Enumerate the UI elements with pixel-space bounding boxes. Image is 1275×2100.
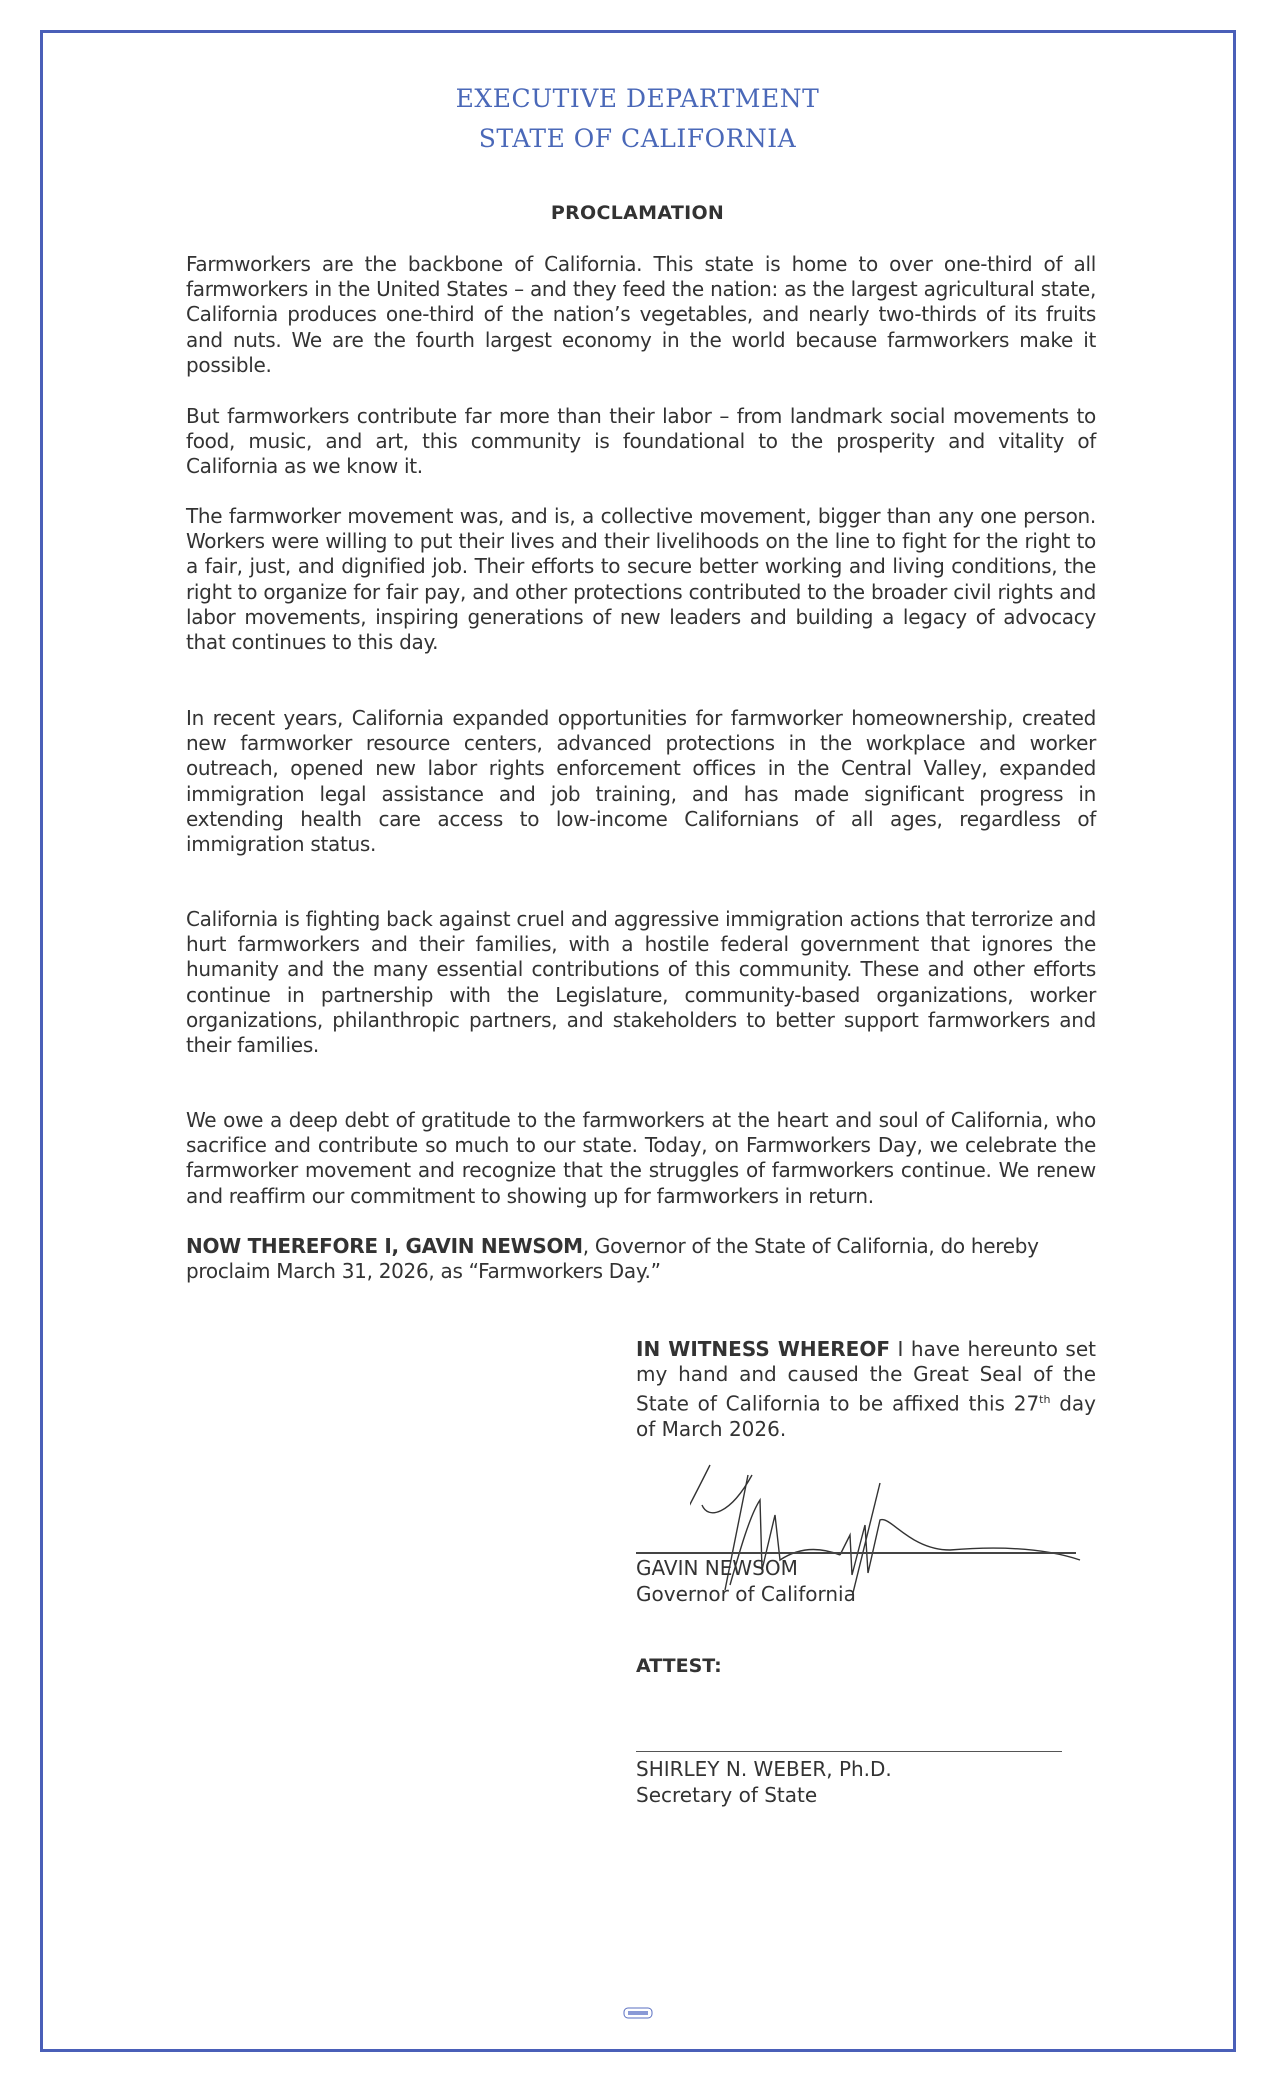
attest-signature-line	[636, 1751, 1062, 1752]
governor-title: Governor of California	[636, 1582, 856, 1606]
paragraph-3: The farmworker movement was, and is, a collective movement, bigger than any one person. Workers were willing to put their lives and their livelihoods on the line to fight for the right to a fair, just, and dignified job. Their efforts to secure better working and living conditions, the right to organize for fair pay, and other protections contributed to the broader civil rights and labor movements, inspiring generations of new leaders and building a legacy of advocacy that continues to this day.	[186, 504, 1096, 655]
governor-name: GAVIN NEWSOM	[636, 1556, 798, 1580]
paragraph-6: We owe a deep debt of gratitude to the farmworkers at the heart and soul of California, who sacrifice and contribute so much to our state. Today, on Farmworkers Day, we celebrate the farmworker movement and recognize that the struggles of farmworkers continue. We renew and reaffirm our commitment to showing up for farmworkers in return.	[186, 1108, 1096, 1208]
secretary-name: SHIRLEY N. WEBER, Ph.D.	[636, 1757, 892, 1781]
paragraph-4: In recent years, California expanded opportunities for farmworker homeownership, created new farmworker resource centers, advanced protections in the workplace and worker outreach, opened new labor rights enforcement offices in the Central Valley, expanded immigration legal assistance and job training, and has made significant progress in extending health care access to low-income Californians of all ages, regardless of immigration status.	[186, 706, 1096, 857]
paragraph-5: California is fighting back against cruel and aggressive immigration actions that terrorize and hurt farmworkers and their families, with a hostile federal government that ignores the humanity and the many essential contributions of this community. These and other efforts continue in partnership with the Legislature, community-based organizations, worker organizations, philanthropic partners, and stakeholders to better support farmworkers and their families.	[186, 907, 1096, 1058]
state-heading: STATE OF CALIFORNIA	[478, 124, 797, 153]
governor-signature-line	[636, 1552, 1076, 1554]
proclamation-statement	[186, 1234, 1096, 1284]
union-label-icon	[623, 2005, 653, 2021]
witness-statement: IN WITNESS WHEREOF I have hereunto set my hand and caused the Great Seal of the State of California to be affixed this 27th day of March 2026.	[636, 1337, 1097, 1442]
department-heading: EXECUTIVE DEPARTMENT	[455, 84, 820, 113]
paragraph-2: But farmworkers contribute far more than their labor – from landmark social movements to food, music, and art, this community is foundational to the prosperity and vitality of California as we know it.	[186, 404, 1096, 479]
document-title: PROCLAMATION	[550, 202, 725, 224]
proclamation-text: , Governor of the State of California, do hereby proclaim March 31, 2026, as “Farmworkers Day.”	[186, 1234, 1039, 1284]
paragraph-1: Farmworkers are the backbone of California. This state is home to over one-third of all farmworkers in the United States – and they feed the nation: as the largest agricultural state, California produces one-third of the nation’s vegetables, and nearly two-thirds of its fruits and nuts. We are the fourth largest economy in the world because farmworkers make it possible.	[186, 252, 1096, 377]
witness-lead: IN WITNESS WHEREOF	[636, 1337, 891, 1361]
attest-label: ATTEST:	[636, 1655, 722, 1677]
secretary-title: Secretary of State	[636, 1783, 818, 1807]
proclamation-lead: NOW THEREFORE I, GAVIN NEWSOM	[186, 1234, 583, 1258]
